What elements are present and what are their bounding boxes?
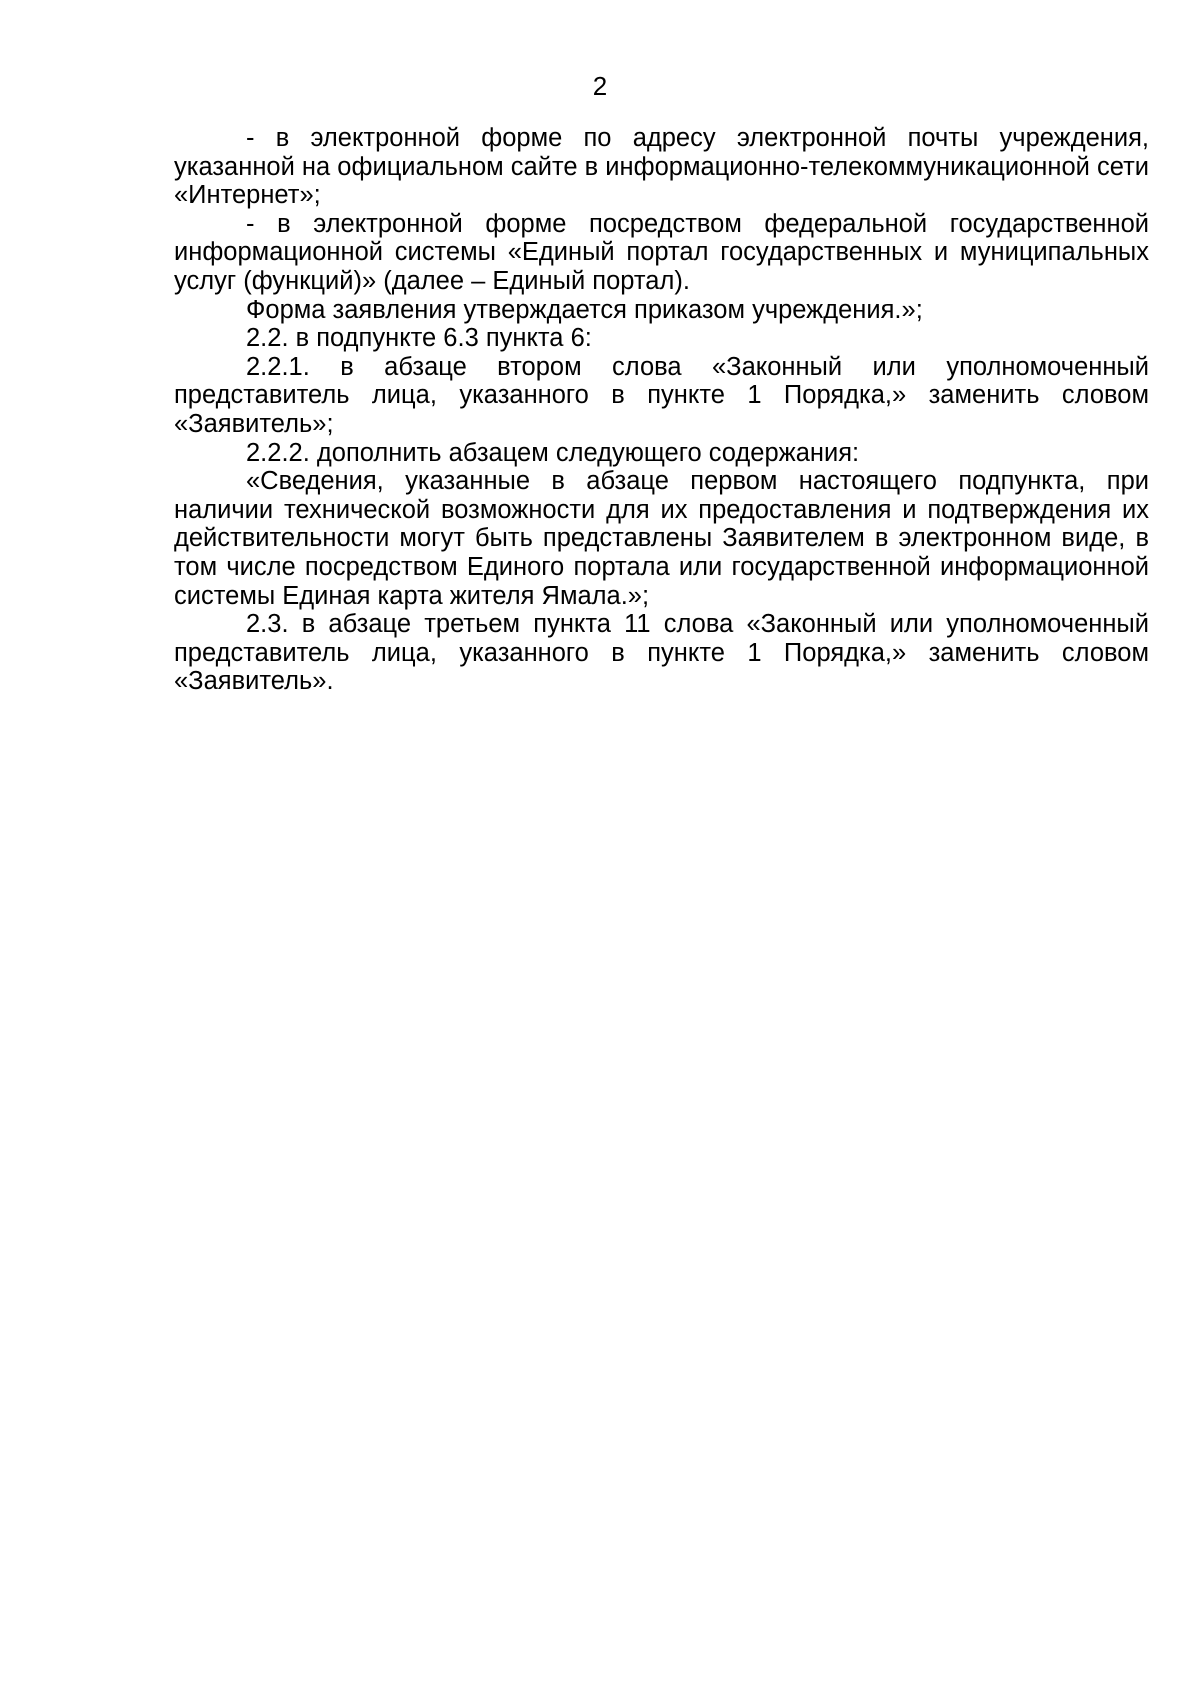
paragraph-form-approval: Форма заявления утверждается приказом учреждения.»; — [246, 295, 923, 324]
paragraph-2-2-2: 2.2.2. дополнить абзацем следующего содержания: — [246, 438, 860, 467]
paragraph-2-2-1: 2.2.1. в абзаце втором слова «Законный или уполномоченный представитель лица, указанного в пункте 1 Порядка,» заменить словом «Заявитель»; — [174, 352, 1149, 438]
paragraph-portal-submission: - в электронной форме посредством федеральной государственной информационной системы «Единый портал государственных и муниципальных услуг (функций)» (далее – Единый портал). — [174, 209, 1149, 295]
paragraph-2-2: 2.2. в подпункте 6.3 пункта 6: — [246, 324, 592, 353]
paragraph-email-submission: - в электронной форме по адресу электронной почты учреждения, указанной на официальном сайте в информационно-телекоммуникационной сети «Интернет»; — [174, 124, 1149, 210]
document-body — [174, 124, 1149, 696]
paragraph-2-3: 2.3. в абзаце третьем пункта 11 слова «Законный или уполномоченный представитель лица, указанного в пункте 1 Порядка,» заменить словом «Заявитель». — [174, 610, 1149, 696]
paragraph-quoted-addition: «Сведения, указанные в абзаце первом настоящего подпункта, при наличии технической возможности для их предоставления и подтверждения их действительности могут быть представлены Заявителем в электронном виде, в том числе посредством Единого портала или государственной информационной системы Единая карта жителя Ямала.»; — [174, 467, 1149, 610]
page-number: 2 — [592, 71, 608, 101]
